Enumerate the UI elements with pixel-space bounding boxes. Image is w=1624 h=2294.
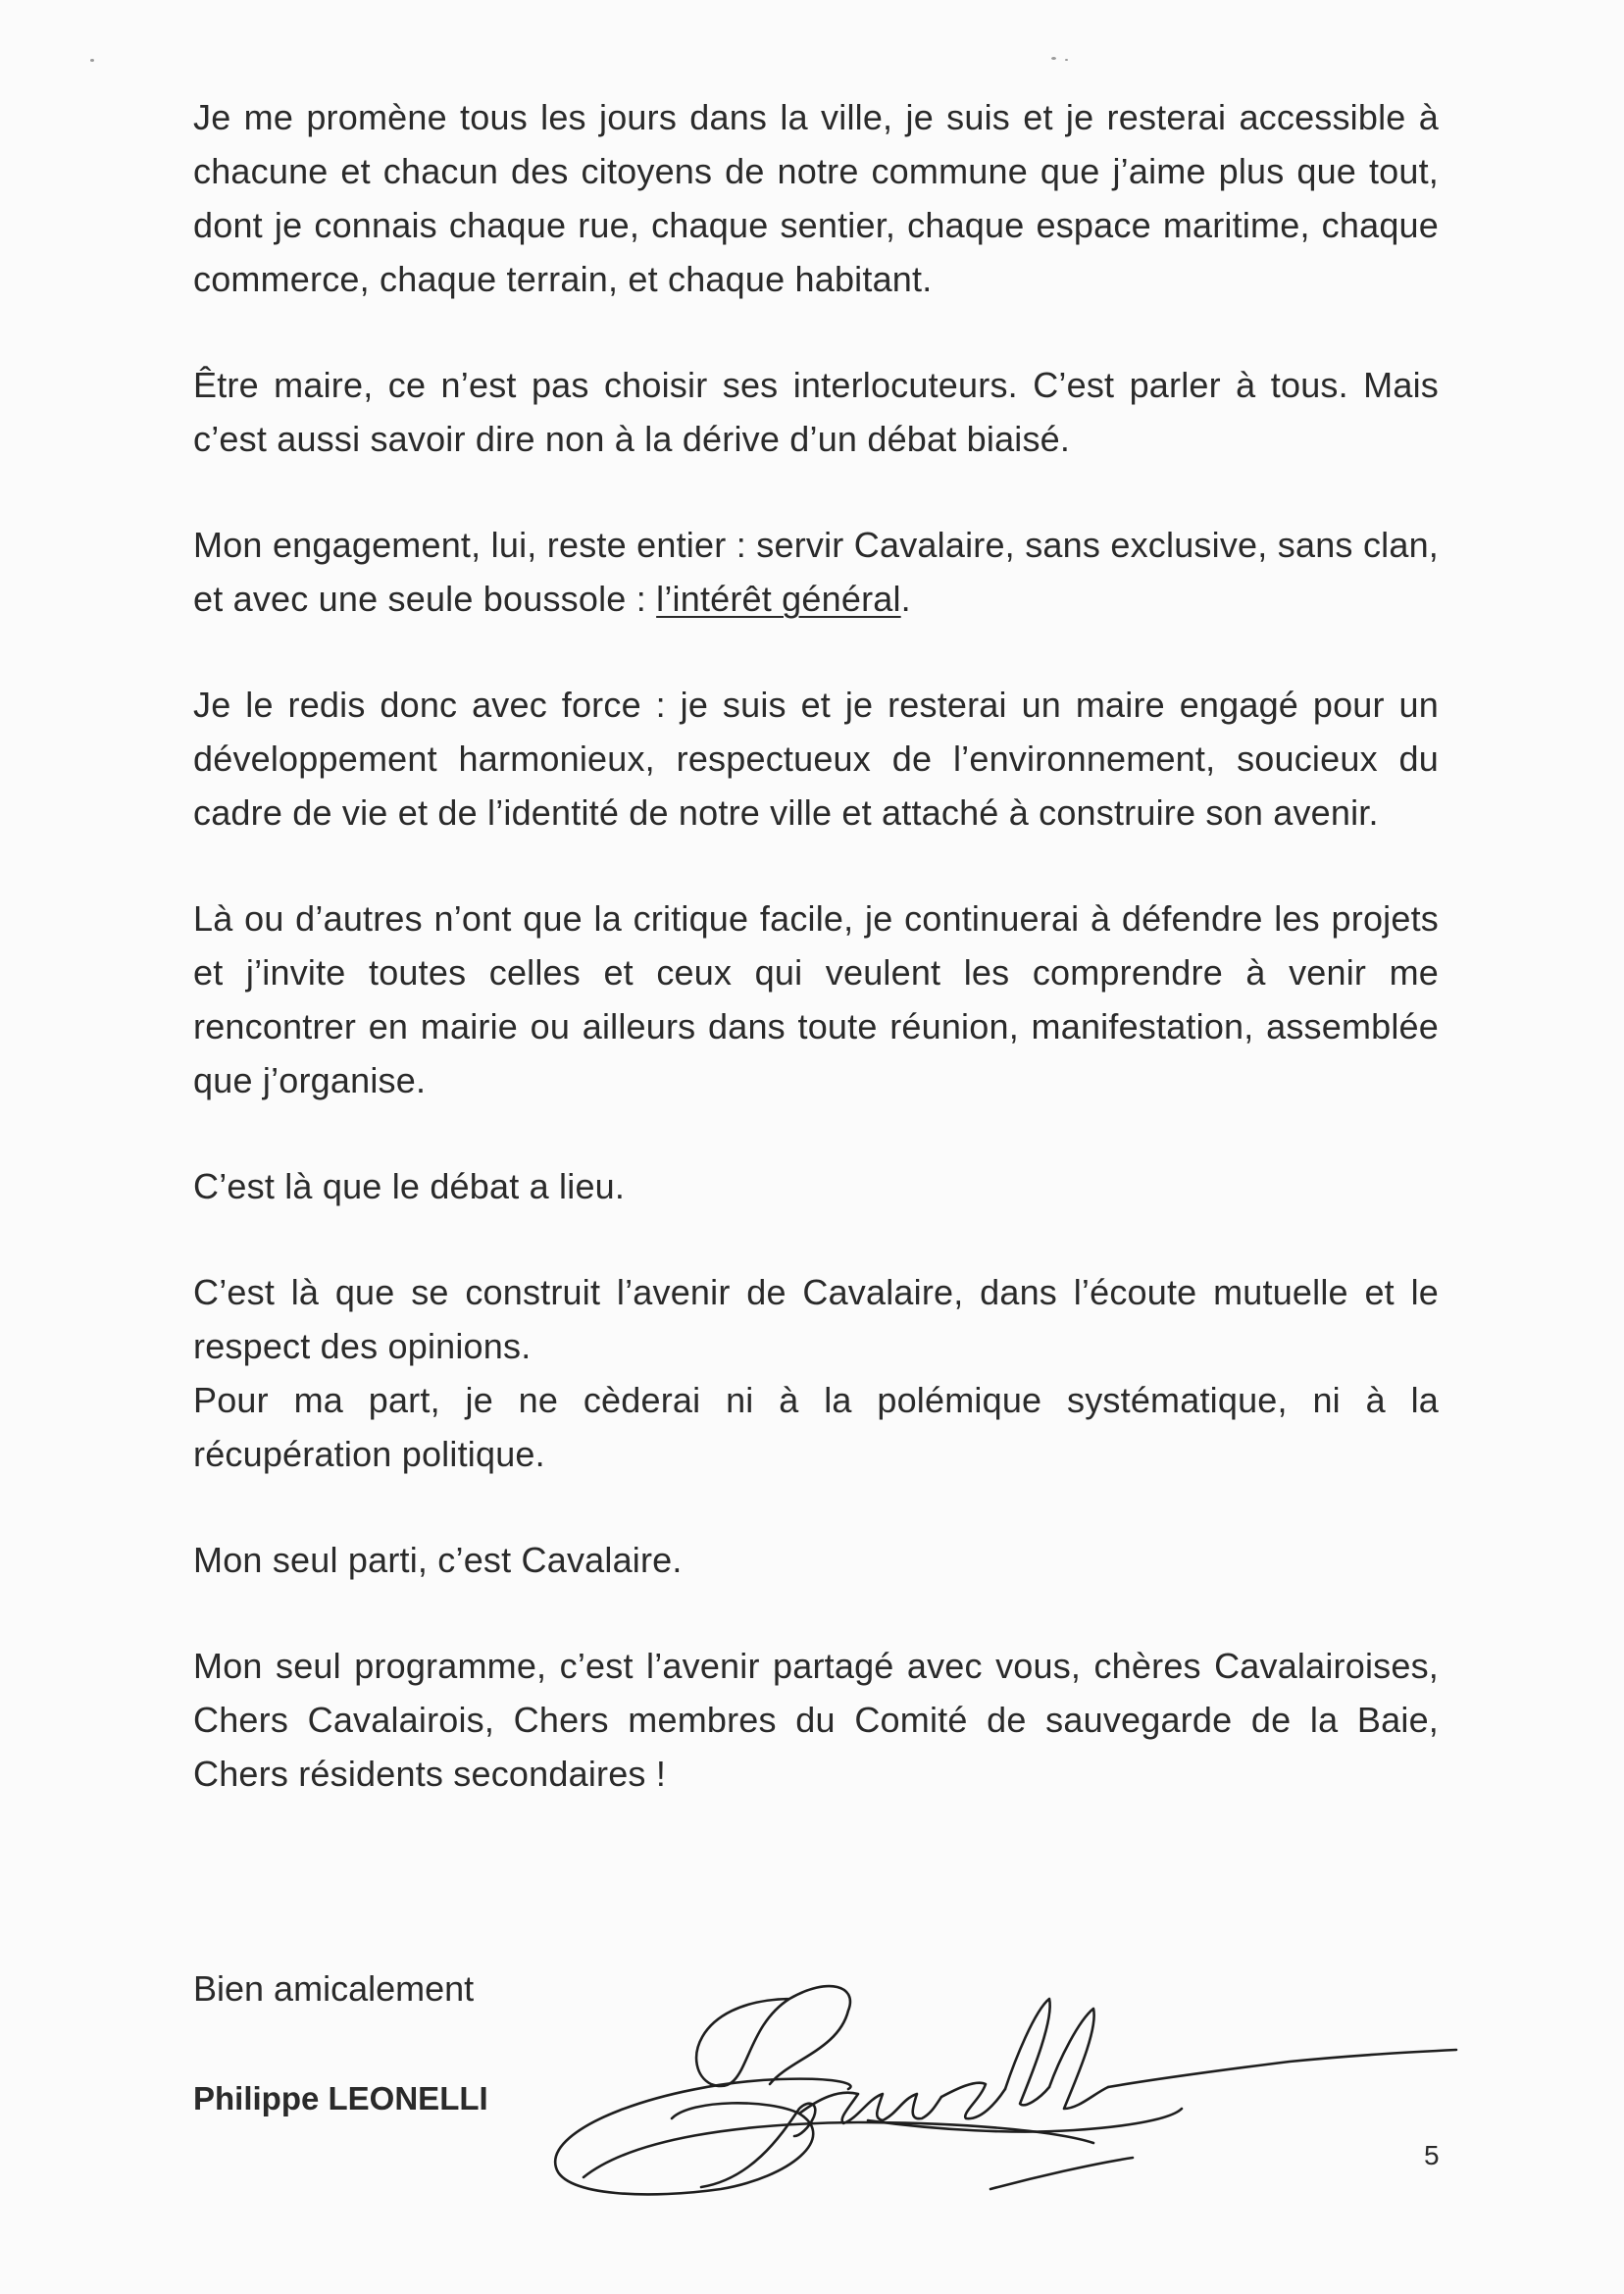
letter-body bbox=[193, 90, 1439, 1853]
paragraph-engaged-mayor: Je le redis donc avec force : je suis et je resterai un maire engagé pour un développement harmonieux, respectueux de l’environnement, soucieux du cadre de vie et de l’identité de notre ville et attaché à construire son avenir. bbox=[193, 685, 1439, 833]
handwritten-signature bbox=[544, 1912, 1466, 2236]
scan-speck bbox=[90, 59, 94, 62]
paragraph-only-party: Mon seul parti, c’est Cavalaire. bbox=[193, 1540, 683, 1580]
scan-speck bbox=[1065, 59, 1068, 61]
commitment-text: Mon engagement, lui, reste entier : servir Cavalaire, sans exclusive, sans clan, et avec une seule boussole : bbox=[193, 525, 1439, 619]
signer-name: Philippe LEONELLI bbox=[193, 2080, 488, 2116]
page-number: 5 bbox=[1424, 2140, 1440, 2170]
scan-speck bbox=[1051, 57, 1056, 60]
paragraph-future-of-cavalaire bbox=[193, 1265, 1439, 1481]
paragraph-accessibility: Je me promène tous les jours dans la ville, je suis et je resterai accessible à chacune et chacun des citoyens de notre commune que j’aime plus que tout, dont je connais chaque rue, chaque sentier, chaque espace maritime, chaque commerce, chaque terrain, et chaque habitant. bbox=[193, 97, 1439, 299]
paragraph-future-line-2: Pour ma part, je ne cèderai ni à la polémique systématique, ni à la récupération politique. bbox=[193, 1380, 1439, 1474]
commitment-end: . bbox=[900, 579, 911, 619]
general-interest-emphasis: l’intérêt général bbox=[656, 579, 901, 619]
paragraph-debate-place: C’est là que le débat a lieu. bbox=[193, 1166, 626, 1206]
paragraph-invitation: Là ou d’autres n’ont que la critique facile, je continuerai à défendre les projets et j’invite toutes celles et ceux qui veulent les comprendre à venir me rencontrer en mairie ou ailleurs dans toute réunion, manifestation, assemblée que j’organise. bbox=[193, 898, 1439, 1100]
paragraph-commitment bbox=[193, 518, 1439, 626]
paragraph-future-line-1: C’est là que se construit l’avenir de Cavalaire, dans l’écoute mutuelle et le respect des opinions. bbox=[193, 1272, 1439, 1366]
paragraph-role-of-mayor: Être maire, ce n’est pas choisir ses interlocuteurs. C’est parler à tous. Mais c’est aussi savoir dire non à la dérive d’un débat biaisé. bbox=[193, 365, 1439, 459]
closing-salutation: Bien amicalement bbox=[193, 1968, 475, 2009]
paragraph-only-programme: Mon seul programme, c’est l’avenir partagé avec vous, chères Cavalairoises, Chers Cavalairois, Chers membres du Comité de sauvegarde de la Baie, Chers résidents secondaires ! bbox=[193, 1646, 1439, 1794]
